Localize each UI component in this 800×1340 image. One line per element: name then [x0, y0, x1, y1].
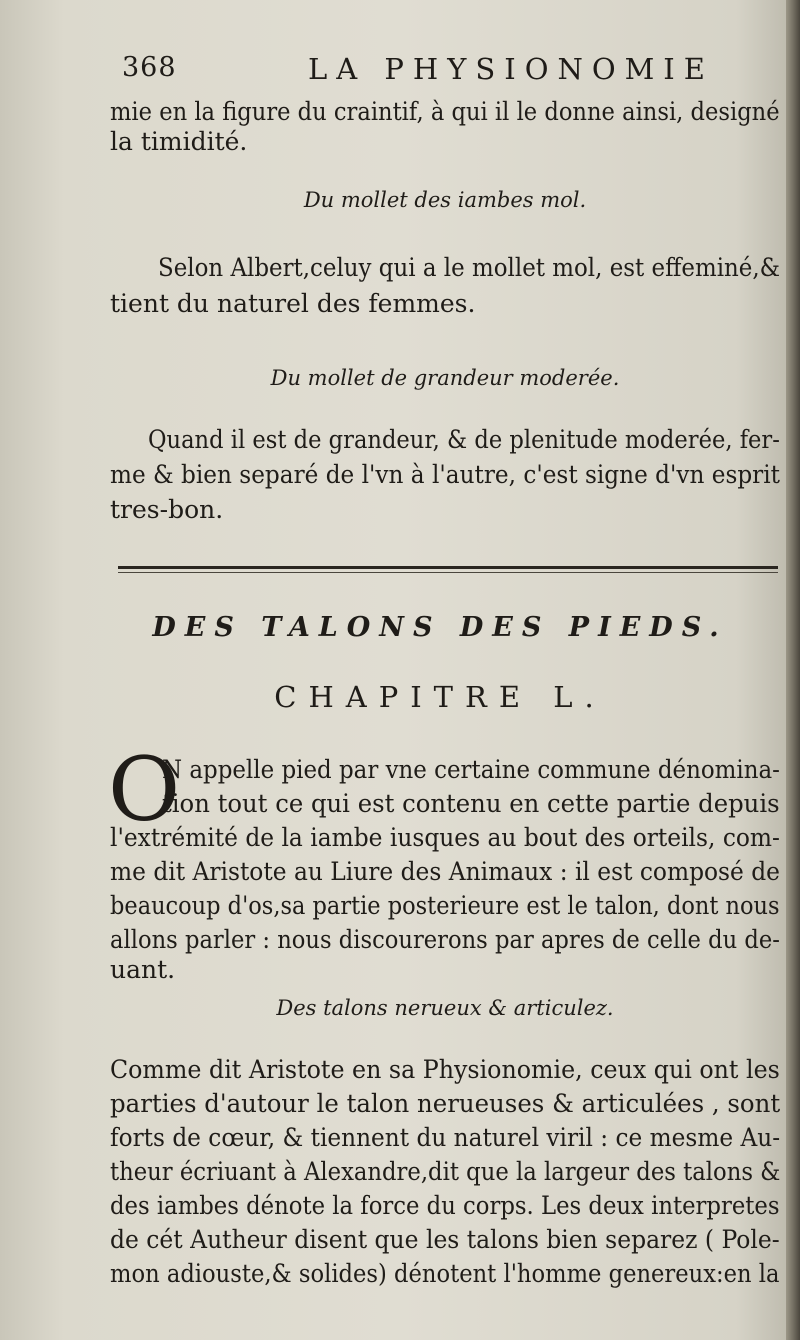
text-line: tion tout ce qui est contenu en cette partie depuis — [162, 789, 780, 818]
text-line: Selon Albert,celuy qui a le mollet mol, est effeminé,& — [158, 253, 781, 282]
text-line: theur écriuant à Alexandre,dit que la largeur des talons & — [110, 1157, 781, 1186]
text-line: l'extrémité de la iambe iusques au bout des orteils, com- — [110, 823, 780, 852]
chapter-title: DES TALONS DES PIEDS. — [152, 612, 728, 643]
chapter-rule — [118, 566, 778, 569]
text-line: allons parler : nous discourerons par apres de celle du de- — [110, 925, 780, 954]
subheading-talons-nerueux: Des talons nerueux & articulez. — [276, 996, 614, 1020]
text-line: de cét Autheur disent que les talons bien separez ( Pole- — [110, 1225, 780, 1254]
chapter-rule-thin — [118, 572, 778, 573]
page-number: 368 — [122, 52, 177, 83]
chapter-number: CHAPITRE L. — [274, 680, 606, 714]
text-line: uant. — [110, 955, 176, 984]
drop-cap: O — [108, 738, 181, 841]
text-line: beaucoup d'os,sa partie posterieure est le talon, dont nous — [110, 891, 780, 920]
text-line: tient du naturel des femmes. — [110, 289, 476, 318]
subheading-mollet-modere: Du mollet de grandeur moderée. — [270, 366, 620, 390]
text-line: Comme dit Aristote en sa Physionomie, ceux qui ont les — [110, 1055, 780, 1084]
text-line: des iambes dénote la force du corps. Les deux interpretes — [110, 1191, 780, 1220]
text-line: N appelle pied par vne certaine commune dénomina- — [162, 755, 780, 784]
text-line: mon adiouste,& solides) dénotent l'homme genereux:en la — [110, 1259, 780, 1288]
page-header — [118, 52, 778, 92]
text-line: mie en la figure du craintif, à qui il le donne ainsi, designé — [110, 97, 780, 126]
text-line: Quand il est de grandeur, & de plenitude moderée, fer- — [148, 425, 780, 454]
text-line: me & bien separé de l'vn à l'autre, c'est signe d'vn esprit — [110, 460, 780, 489]
text-line: forts de cœur, & tiennent du naturel viril : ce mesme Au- — [110, 1123, 781, 1152]
text-line: parties d'autour le talon nerueuses & articulées , sont — [110, 1089, 781, 1118]
text-line: me dit Aristote au Liure des Animaux : il est composé de — [110, 857, 780, 886]
text-line: tres-bon. — [110, 495, 224, 524]
running-title: LA PHYSIONOMIE — [308, 52, 714, 86]
book-spine-shadow — [786, 0, 800, 1340]
subheading-mollet-mol: Du mollet des iambes mol. — [303, 188, 587, 212]
text-line: la timidité. — [110, 127, 248, 156]
